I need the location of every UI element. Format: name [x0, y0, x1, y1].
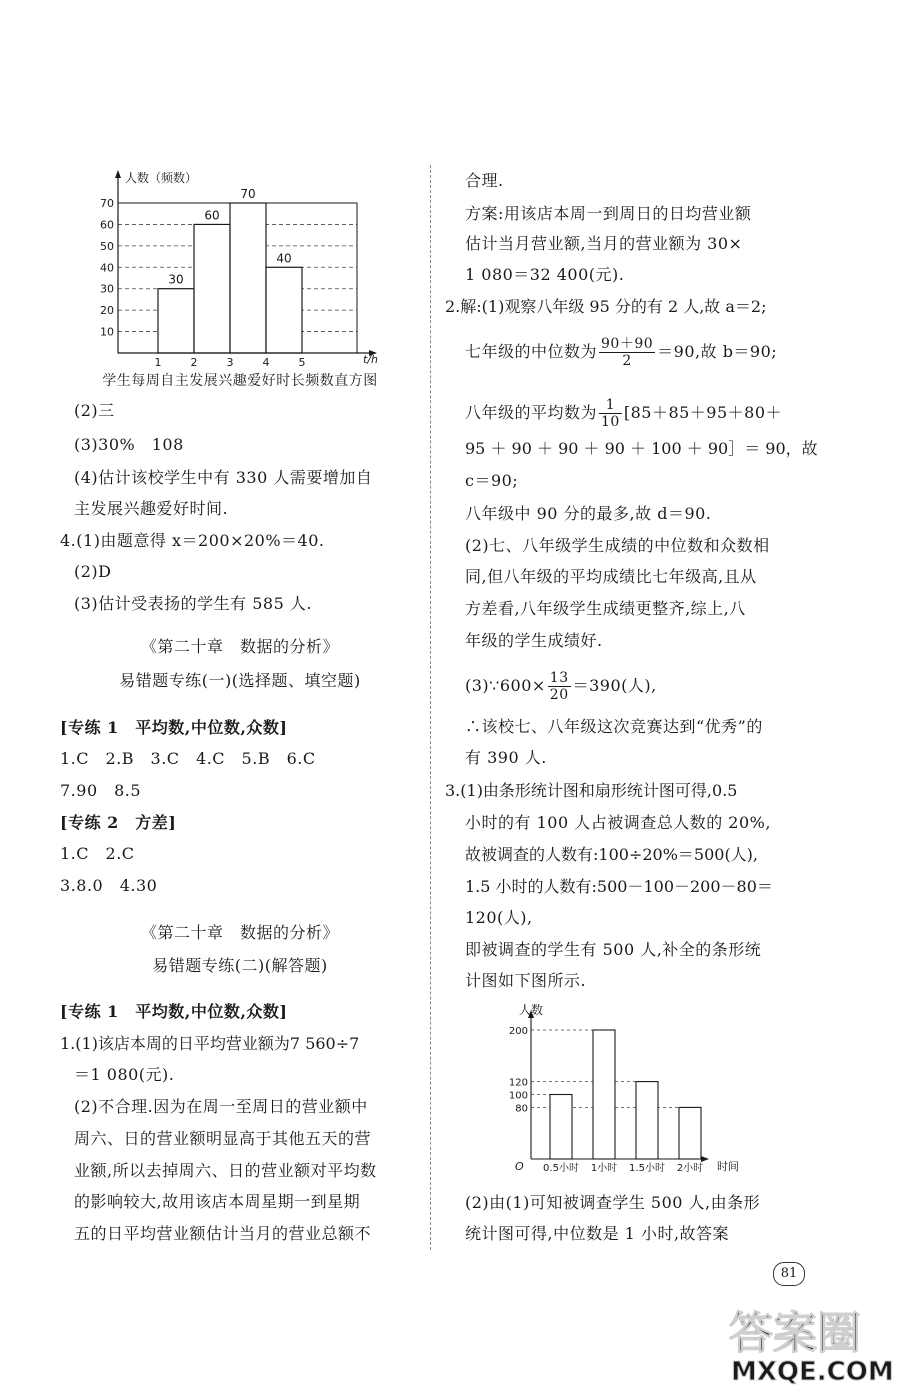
- histogram-chart: [85, 160, 395, 400]
- text-line: 小时的有 100 人占被调查总人数的 20%,: [465, 813, 771, 832]
- text-line: (2)D: [74, 562, 112, 581]
- answer-line: 3.8.0 4.30: [60, 876, 158, 895]
- text-line: [465, 397, 782, 430]
- text-line: 1.(1)该店本周的日平均营业额为7 560÷7: [60, 1034, 360, 1053]
- histogram-bar-label: 60: [204, 208, 220, 223]
- histogram-bar: [194, 224, 230, 353]
- bar-chart: [495, 1000, 785, 1185]
- text-fragment: 八年级的平均数为: [465, 403, 598, 422]
- histogram-y-tick: 40: [100, 261, 114, 275]
- text-line: (2)七、八年级学生成绩的中位数和众数相: [465, 536, 770, 555]
- histogram-y-tick: 20: [100, 304, 114, 318]
- histogram-bar-label: 70: [240, 187, 256, 201]
- bar-chart-bar: [593, 1030, 615, 1159]
- histogram-x-tick: 3: [226, 356, 234, 369]
- text-line: 五的日平均营业额估计当月的营业总额不: [74, 1224, 372, 1243]
- fraction-denominator: 20: [549, 687, 569, 703]
- text-line: (2)不合理.因为在周一至周日的营业额中: [74, 1097, 368, 1116]
- answer-line: 1.C 2.C: [60, 844, 135, 863]
- text-line: [465, 336, 777, 369]
- text-line: 合理.: [465, 171, 504, 190]
- text-line: 2.解:(1)观察八年级 95 分的有 2 人,故 a＝2;: [445, 297, 767, 316]
- chapter-heading: 《第二十章 数据的分析》: [140, 637, 339, 656]
- text-line: 1.5 小时的人数有:500－100－200－80＝: [465, 877, 773, 896]
- text-fragment: (3)∵600×: [465, 676, 546, 695]
- histogram-y-tick: 10: [100, 325, 114, 339]
- bar-chart-origin-label: O: [515, 1160, 524, 1173]
- bar-chart-y-tick: 200: [508, 1026, 528, 1037]
- text-line: 95 ＋ 90 ＋ 90 ＋ 90 ＋ 100 ＋ 90］＝ 90，故: [465, 439, 818, 458]
- column-divider: [430, 165, 431, 1250]
- bar-chart-bar: [550, 1095, 572, 1160]
- histogram-bar-label: 30: [168, 272, 184, 287]
- histogram-x-tick: 5: [298, 356, 306, 369]
- text-line: 估计当月营业额,当月的营业额为 30×: [465, 234, 743, 253]
- bar-chart-y-tick: 80: [515, 1103, 528, 1115]
- section-heading: 易错题专练(一)(选择题、填空题): [119, 671, 361, 690]
- text-line: 故被调查的人数有:100÷20%＝500(人),: [465, 845, 759, 864]
- histogram-y-arrow: [115, 170, 121, 178]
- text-line: 1 080＝32 400(元).: [465, 265, 625, 284]
- text-line: 方案:用该店本周一到周日的日均营业额: [465, 204, 752, 223]
- text-line: 有 390 人.: [465, 748, 547, 767]
- text-line: (2)由(1)可知被调查学生 500 人,由条形: [465, 1193, 761, 1212]
- bar-chart-category-label: 1小时: [590, 1163, 618, 1174]
- text-line: c＝90;: [465, 471, 519, 490]
- text-fragment: ＝90,故 b＝90;: [657, 342, 778, 361]
- text-line: 4.(1)由题意得 x＝200×20%＝40.: [60, 531, 325, 550]
- section-heading: 易错题专练(二)(解答题): [152, 956, 328, 975]
- histogram-bar: [230, 203, 266, 353]
- bar-chart-category-label: 2小时: [676, 1163, 704, 1174]
- histogram-y-axis-label: 人数（频数）: [125, 171, 198, 185]
- text-line: ＝1 080(元).: [74, 1065, 175, 1084]
- text-line: (3)估计受表扬的学生有 585 人.: [74, 594, 312, 613]
- fraction: [548, 670, 571, 703]
- histogram-x-tick: 1: [154, 356, 162, 369]
- bar-chart-y-axis-label: 人数: [519, 1003, 544, 1017]
- text-line: 即被调查的学生有 500 人,补全的条形统: [465, 940, 762, 959]
- histogram-y-tick: 60: [100, 218, 114, 232]
- text-line: 业额,所以去掉周六、日的营业额对平均数: [74, 1161, 377, 1180]
- bar-chart-category-label: 1.5小时: [629, 1163, 665, 1174]
- bar-chart-bar: [679, 1107, 701, 1159]
- histogram-y-tick: 70: [100, 197, 114, 210]
- watermark-top: 答案圈: [729, 1308, 861, 1359]
- histogram-caption: 学生每周自主发展兴趣爱好时长频数直方图: [102, 373, 378, 389]
- histogram-bar-label: 40: [276, 251, 292, 266]
- fraction: [599, 397, 622, 430]
- watermark-logo: [725, 1300, 895, 1385]
- fraction-numerator: 1: [599, 397, 622, 414]
- practice-title: [专练 1 平均数,中位数,众数]: [60, 718, 288, 737]
- practice-title: [专练 2 方差]: [60, 813, 177, 832]
- histogram-x-tick: 2: [190, 356, 198, 369]
- text-line: 周六、日的营业额明显高于其他五天的营: [74, 1129, 372, 1148]
- text-line: 的影响较大,故用该店本周星期一到星期: [74, 1192, 361, 1211]
- text-fragment: [85＋85＋95＋80＋: [623, 403, 783, 422]
- text-line: ∴该校七、八年级这次竞赛达到“优秀”的: [465, 717, 763, 736]
- text-line: 方差看,八年级学生成绩更整齐,综上,八: [465, 599, 746, 618]
- bar-chart-category-label: 0.5小时: [543, 1163, 579, 1174]
- fraction-denominator: 10: [601, 414, 620, 430]
- answer-line: 1.C 2.B 3.C 4.C 5.B 6.C: [60, 749, 316, 768]
- text-line: 3.(1)由条形统计图和扇形统计图可得,0.5: [445, 781, 738, 800]
- histogram-y-tick: 30: [100, 282, 114, 296]
- bar-chart-x-axis-label: 时间: [717, 1160, 739, 1173]
- bar-chart-y-tick: 100: [508, 1090, 528, 1102]
- text-fragment: 七年级的中位数为: [465, 342, 598, 361]
- chapter-heading: 《第二十章 数据的分析》: [140, 923, 339, 942]
- page-number: 81: [773, 1262, 805, 1286]
- text-line: 八年级中 90 分的最多,故 d＝90.: [465, 504, 712, 523]
- text-line: 统计图可得,中位数是 1 小时,故答案: [465, 1224, 730, 1243]
- text-line: 年级的学生成绩好.: [465, 631, 603, 650]
- bar-chart-x-arrow: [701, 1156, 709, 1162]
- text-line: 120(人),: [465, 908, 533, 927]
- text-line: (3)30% 108: [74, 435, 184, 454]
- text-fragment: ＝390(人),: [572, 676, 657, 695]
- fraction-denominator: 2: [622, 353, 632, 369]
- histogram-x-tick: 4: [262, 356, 270, 369]
- histogram-x-axis-label: t/h: [363, 353, 378, 366]
- histogram-y-tick: 50: [100, 239, 114, 253]
- histogram-bar: [158, 289, 194, 353]
- fraction-numerator: 90＋90: [601, 336, 654, 352]
- fraction: [599, 336, 655, 369]
- bar-chart-bar: [636, 1082, 658, 1159]
- text-line: 同,但八年级的平均成绩比七年级高,且从: [465, 567, 757, 586]
- answer-line: 7.90 8.5: [60, 781, 142, 800]
- bar-chart-y-tick: 120: [508, 1077, 528, 1089]
- practice-title: [专练 1 平均数,中位数,众数]: [60, 1002, 288, 1021]
- text-line: [465, 670, 657, 703]
- text-line: (2)三: [74, 401, 115, 420]
- text-line: (4)估计该校学生中有 330 人需要增加自: [74, 468, 373, 487]
- fraction-numerator: 13: [549, 670, 569, 686]
- text-line: 计图如下图所示.: [465, 971, 587, 990]
- text-line: 主发展兴趣爱好时间.: [74, 499, 229, 518]
- watermark-bottom: MXQE.COM: [731, 1357, 894, 1385]
- histogram-bar: [266, 267, 302, 353]
